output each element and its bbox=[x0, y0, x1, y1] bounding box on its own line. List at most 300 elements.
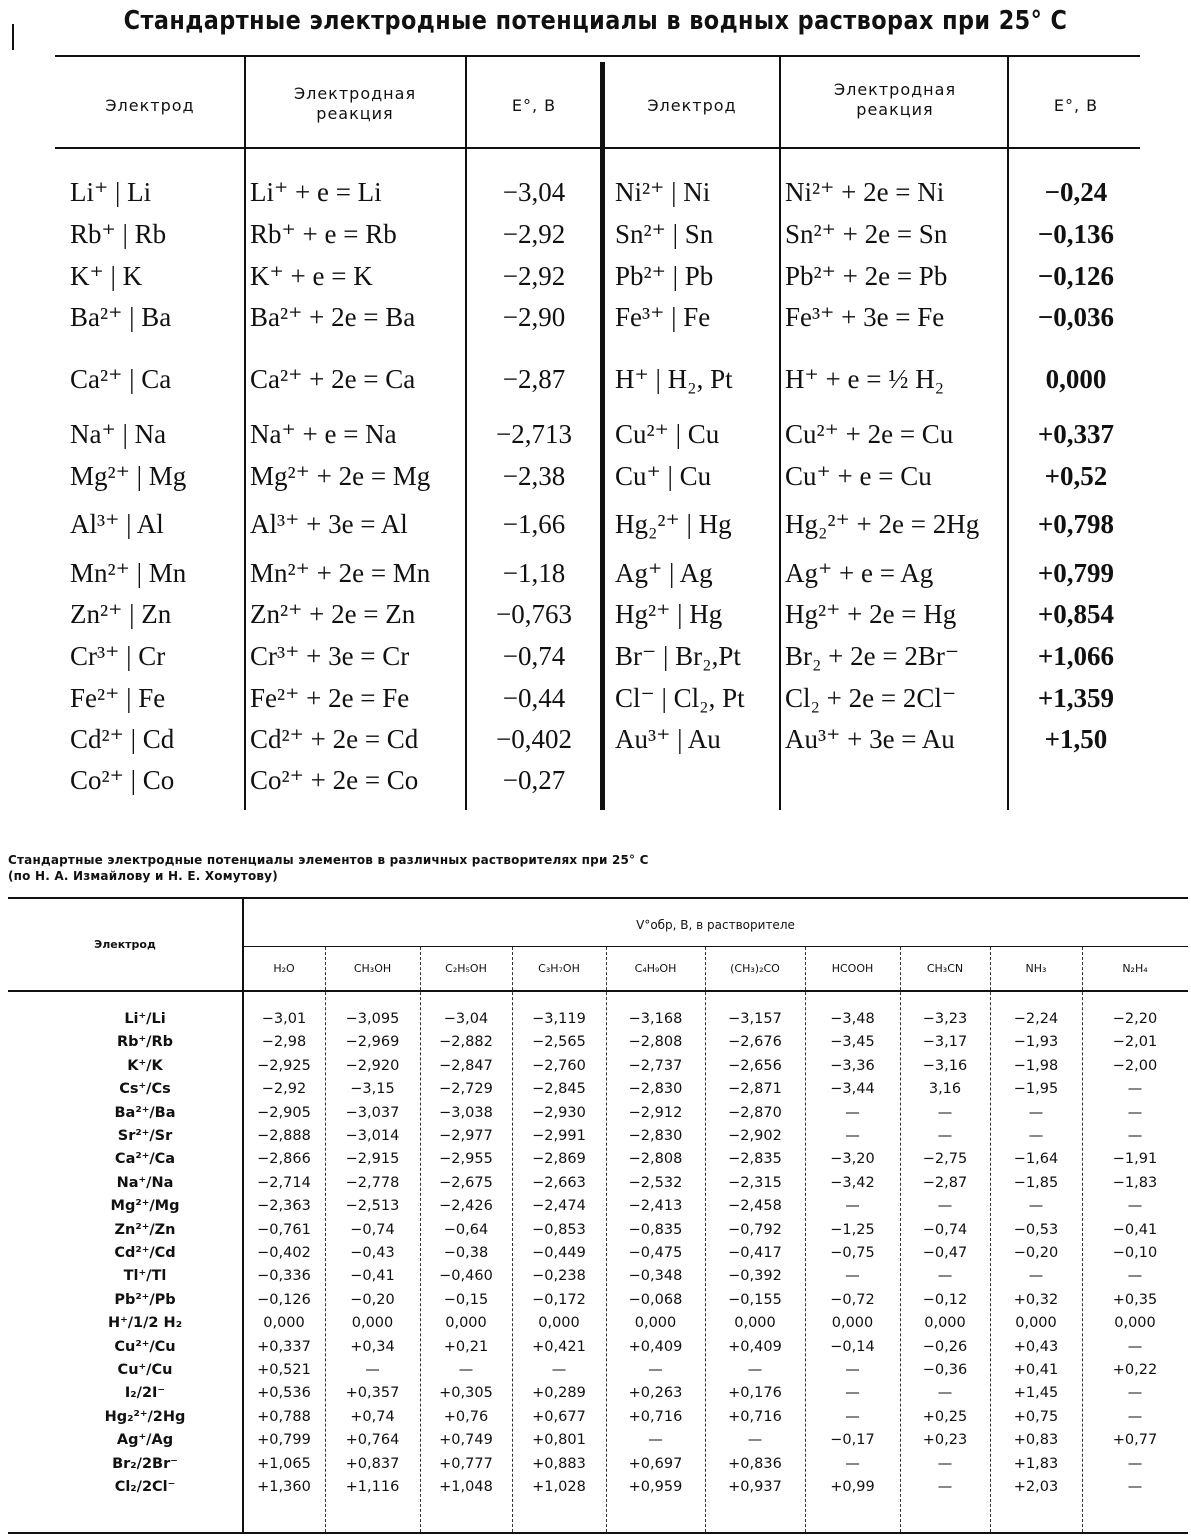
electrode-cell: Hg²⁺ | Hg bbox=[615, 599, 723, 629]
table2-electrode-cell: Cl₂/2Cl⁻ bbox=[114, 1479, 176, 1495]
potential-cell: −0,763 bbox=[496, 599, 572, 629]
table2-value-cell: −0,172 bbox=[532, 1292, 586, 1308]
electrode-cell: Al³⁺ | Al bbox=[70, 509, 164, 539]
table2-value-cell: +0,76 bbox=[443, 1409, 489, 1425]
table2-value-cell: −3,04 bbox=[443, 1011, 489, 1027]
solvent-header: C₂H₅OH bbox=[445, 962, 487, 975]
potential-cell: −0,74 bbox=[502, 641, 566, 671]
table2-value-cell: +1,83 bbox=[1013, 1456, 1059, 1472]
table2-value-cell: — bbox=[845, 1362, 860, 1378]
table2-value-cell: −2,871 bbox=[728, 1081, 782, 1097]
table2-value-cell: +0,959 bbox=[628, 1479, 683, 1495]
table2-electrode-cell: Mg²⁺/Mg bbox=[110, 1198, 180, 1214]
table2-value-cell: −0,348 bbox=[628, 1268, 683, 1284]
reaction-cell: Mg²⁺ + 2e = Mg bbox=[250, 461, 431, 491]
table2-value-cell: +0,77 bbox=[1112, 1432, 1158, 1448]
reaction-cell: Zn²⁺ + 2e = Zn bbox=[250, 599, 416, 629]
electrode-cell: Ba²⁺ | Ba bbox=[70, 302, 172, 332]
header-e: E°, В bbox=[1053, 96, 1099, 115]
table2-value-cell: +0,836 bbox=[728, 1456, 782, 1472]
table2-top-rule bbox=[8, 897, 1188, 899]
table2-value-cell: −3,15 bbox=[350, 1081, 395, 1097]
table2-value-cell: +0,777 bbox=[439, 1456, 493, 1472]
table2-value-cell: — bbox=[845, 1268, 860, 1284]
table2-value-cell: — bbox=[1028, 1198, 1044, 1214]
table2-value-cell: −0,17 bbox=[830, 1432, 875, 1448]
table2-value-cell: −2,532 bbox=[628, 1175, 683, 1191]
table2-value-cell: +0,21 bbox=[443, 1339, 489, 1355]
potential-cell: +1,359 bbox=[1037, 683, 1115, 713]
table2-electrode-cell: Br₂/2Br⁻ bbox=[112, 1456, 178, 1472]
table2-value-cell: — bbox=[365, 1362, 380, 1378]
table2-value-cell: 0,000 bbox=[1114, 1315, 1156, 1331]
potential-cell: −1,66 bbox=[502, 509, 566, 539]
table2-value-cell: 0,000 bbox=[831, 1315, 874, 1331]
table2-value-cell: +0,409 bbox=[728, 1339, 782, 1355]
table2-value-cell: 0,000 bbox=[445, 1315, 487, 1331]
table2-value-cell: +0,289 bbox=[532, 1385, 586, 1401]
table2-value-cell: +0,23 bbox=[922, 1432, 968, 1448]
table2-value-cell: −2,87 bbox=[922, 1175, 968, 1191]
table2-value-cell: +2,03 bbox=[1013, 1479, 1059, 1495]
reaction-cell: Ba²⁺ + 2e = Ba bbox=[250, 302, 416, 332]
table2-value-cell: — bbox=[937, 1198, 953, 1214]
table2-value-cell: −2,24 bbox=[1013, 1011, 1059, 1027]
electrode-cell: Ag⁺ | Ag bbox=[615, 558, 713, 588]
electrode-cell: Ca²⁺ | Ca bbox=[70, 364, 172, 394]
solvent-header: CH₃OH bbox=[353, 962, 392, 975]
table2-value-cell: −2,760 bbox=[532, 1058, 586, 1074]
table2-bottom-rule bbox=[8, 1532, 1188, 1534]
table2-value-cell: +0,421 bbox=[532, 1339, 586, 1355]
table2-value-cell: −2,675 bbox=[439, 1175, 493, 1191]
reaction-cell: Fe³⁺ + 3e = Fe bbox=[785, 302, 945, 332]
table2-electrode-cell: Ba²⁺/Ba bbox=[114, 1105, 176, 1121]
table2-electrode-cell: Zn²⁺/Zn bbox=[114, 1222, 176, 1238]
electrode-cell: Cl⁻ | Cl₂, Pt bbox=[615, 683, 745, 713]
potential-cell: −0,036 bbox=[1037, 302, 1115, 332]
table2-value-cell: −2,912 bbox=[628, 1105, 683, 1121]
table2-value-cell: −0,238 bbox=[532, 1268, 586, 1284]
table2-value-cell: −2,98 bbox=[261, 1034, 307, 1050]
table2-value-cell: −2,830 bbox=[628, 1081, 683, 1097]
reaction-cell: Au³⁺ + 3e = Au bbox=[785, 724, 955, 754]
table2-value-cell: −2,869 bbox=[532, 1151, 586, 1167]
table2-value-cell: −3,20 bbox=[830, 1151, 875, 1167]
potential-cell: −2,92 bbox=[502, 219, 566, 249]
table2-value-cell: −1,98 bbox=[1013, 1058, 1059, 1074]
electrode-cell: Fe³⁺ | Fe bbox=[615, 302, 711, 332]
table2-value-cell: −2,870 bbox=[728, 1105, 782, 1121]
table2-value-cell: −1,91 bbox=[1112, 1151, 1158, 1167]
table1-title: Стандартные электродные потенциалы в водных растворах при 25° С bbox=[123, 6, 1068, 36]
table2-value-cell: +0,25 bbox=[922, 1409, 968, 1425]
table2-value-cell: −0,068 bbox=[628, 1292, 683, 1308]
table2-value-cell: — bbox=[845, 1128, 860, 1144]
table2-value-cell: −1,25 bbox=[830, 1222, 875, 1238]
table2-value-cell: 0,000 bbox=[924, 1315, 966, 1331]
table2-value-cell: — bbox=[937, 1385, 953, 1401]
table2-value-cell: −0,41 bbox=[1112, 1222, 1158, 1238]
table2-value-cell: −3,119 bbox=[532, 1011, 586, 1027]
electrode-cell: Cd²⁺ | Cd bbox=[70, 724, 175, 754]
electrode-cell: Cr³⁺ | Cr bbox=[70, 641, 166, 671]
table2-value-cell: −1,95 bbox=[1013, 1081, 1059, 1097]
table2-value-cell: −2,20 bbox=[1112, 1011, 1158, 1027]
solvent-header: C₃H₇OH bbox=[538, 962, 580, 975]
electrode-cell: Rb⁺ | Rb bbox=[70, 219, 167, 249]
table2-electrode-cell: Ca²⁺/Ca bbox=[114, 1151, 176, 1167]
table2-value-cell: +0,788 bbox=[257, 1409, 311, 1425]
table2-value-cell: −0,761 bbox=[257, 1222, 311, 1238]
table2-value-cell: −0,336 bbox=[257, 1268, 311, 1284]
table2-value-cell: −2,969 bbox=[345, 1034, 400, 1050]
table2-value-cell: — bbox=[845, 1105, 860, 1121]
table2-value-cell: 0,000 bbox=[1015, 1315, 1057, 1331]
table2-value-cell: −2,991 bbox=[532, 1128, 586, 1144]
potential-cell: −3,04 bbox=[502, 177, 566, 207]
table2-value-cell: +0,99 bbox=[830, 1479, 875, 1495]
solvent-header: N₂H₄ bbox=[1122, 962, 1148, 975]
table1-header-rule bbox=[55, 147, 1140, 149]
table1-divider bbox=[465, 57, 467, 810]
table2-value-cell: −1,64 bbox=[1013, 1151, 1059, 1167]
table2-value-cell: — bbox=[845, 1198, 860, 1214]
table2-value-cell: −0,74 bbox=[922, 1222, 968, 1238]
table2-electrode-cell: Pb²⁺/Pb bbox=[114, 1292, 176, 1308]
solvent-header: HCOOH bbox=[831, 962, 874, 975]
table2-value-cell: −2,778 bbox=[345, 1175, 400, 1191]
header-electrode: Электрод bbox=[647, 96, 737, 115]
table2-electrode-cell: Na⁺/Na bbox=[116, 1175, 174, 1191]
table2-electrode-cell: I₂/2I⁻ bbox=[124, 1385, 166, 1401]
potential-cell: −2,713 bbox=[496, 419, 572, 449]
table2-value-cell: — bbox=[747, 1432, 763, 1448]
table2-header-rule bbox=[8, 990, 1188, 992]
table2-value-cell: −2,75 bbox=[922, 1151, 968, 1167]
potential-cell: −2,38 bbox=[502, 461, 566, 491]
table2-electrode-header: Электрод bbox=[94, 938, 156, 951]
table2-electrode-cell: Cs⁺/Cs bbox=[119, 1081, 171, 1097]
table2-value-cell: −1,85 bbox=[1013, 1175, 1059, 1191]
table2-title: Стандартные электродные потенциалы элементов в различных растворителях при 25° С (по Н. А. Измайлову и Н. Е. Хомутову) bbox=[8, 853, 649, 883]
table2-value-cell: −2,830 bbox=[628, 1128, 683, 1144]
table2-value-cell: −0,460 bbox=[439, 1268, 493, 1284]
table2-value-cell: −3,36 bbox=[830, 1058, 875, 1074]
potential-cell: −0,27 bbox=[502, 765, 566, 795]
table2-value-cell: +0,43 bbox=[1013, 1339, 1059, 1355]
reaction-cell: Na⁺ + e = Na bbox=[250, 419, 397, 449]
table2-value-cell: — bbox=[1127, 1081, 1143, 1097]
reaction-cell: Cr³⁺ + 3e = Cr bbox=[250, 641, 410, 671]
table2-value-cell: +1,048 bbox=[439, 1479, 493, 1495]
potential-cell: −2,90 bbox=[502, 302, 566, 332]
table2-value-cell: +0,74 bbox=[350, 1409, 395, 1425]
electrode-cell: Pb²⁺ | Pb bbox=[615, 261, 714, 291]
table2-value-cell: −2,513 bbox=[345, 1198, 400, 1214]
table2-value-cell: — bbox=[648, 1432, 663, 1448]
table2-value-cell: — bbox=[1127, 1128, 1143, 1144]
table2-value-cell: −3,095 bbox=[345, 1011, 400, 1027]
table2-value-cell: +0,801 bbox=[532, 1432, 586, 1448]
electrode-cell: K⁺ | K bbox=[70, 261, 143, 291]
potential-cell: +1,50 bbox=[1044, 724, 1108, 754]
reaction-cell: Ag⁺ + e = Ag bbox=[785, 558, 934, 588]
table2-value-cell: 0,000 bbox=[634, 1315, 677, 1331]
electrode-cell: Fe²⁺ | Fe bbox=[70, 683, 166, 713]
electrode-cell: Mn²⁺ | Mn bbox=[70, 558, 187, 588]
table2-value-cell: −1,83 bbox=[1112, 1175, 1158, 1191]
table2-value-cell: −2,925 bbox=[257, 1058, 311, 1074]
potential-cell: +0,52 bbox=[1044, 461, 1108, 491]
table2-value-cell: — bbox=[1127, 1385, 1143, 1401]
potential-cell: −0,24 bbox=[1044, 177, 1108, 207]
table2-value-cell: −3,42 bbox=[830, 1175, 875, 1191]
table2-value-cell: 3,16 bbox=[928, 1081, 962, 1097]
table2-value-cell: −2,363 bbox=[257, 1198, 311, 1214]
table2-value-cell: −3,168 bbox=[628, 1011, 683, 1027]
electrode-cell: Na⁺ | Na bbox=[70, 419, 167, 449]
table2-value-cell: −1,93 bbox=[1013, 1034, 1059, 1050]
table2-value-cell: −3,45 bbox=[830, 1034, 875, 1050]
potential-cell: +1,066 bbox=[1037, 641, 1115, 671]
table2-value-cell: −2,888 bbox=[257, 1128, 311, 1144]
table2-electrode-cell: Sr²⁺/Sr bbox=[117, 1128, 173, 1144]
table2-value-cell: −0,417 bbox=[728, 1245, 782, 1261]
reaction-cell: Fe²⁺ + 2e = Fe bbox=[250, 683, 410, 713]
table2-value-cell: −0,75 bbox=[830, 1245, 875, 1261]
reaction-cell: Cu²⁺ + 2e = Cu bbox=[785, 419, 954, 449]
table2-electrode-cell: Cd²⁺/Cd bbox=[114, 1245, 176, 1261]
table2-value-cell: — bbox=[648, 1362, 663, 1378]
table2-value-cell: — bbox=[845, 1456, 860, 1472]
table2-value-cell: +0,41 bbox=[1013, 1362, 1059, 1378]
table2-value-cell: −2,808 bbox=[628, 1034, 683, 1050]
reaction-cell: Rb⁺ + e = Rb bbox=[250, 219, 397, 249]
table2-value-cell: −0,12 bbox=[922, 1292, 968, 1308]
table2-value-cell: −0,10 bbox=[1112, 1245, 1158, 1261]
electrode-cell: Cu²⁺ | Cu bbox=[615, 419, 720, 449]
table2-value-cell: +0,883 bbox=[532, 1456, 586, 1472]
table2-value-cell: 0,000 bbox=[734, 1315, 776, 1331]
table2-value-cell: −3,01 bbox=[261, 1011, 307, 1027]
margin-mark bbox=[12, 24, 14, 50]
electrode-cell: Br⁻ | Br₂,Pt bbox=[615, 641, 741, 671]
table2-value-cell: — bbox=[937, 1456, 953, 1472]
table2-value-cell: −2,808 bbox=[628, 1151, 683, 1167]
table2-value-cell: −0,392 bbox=[728, 1268, 782, 1284]
electrode-cell: Co²⁺ | Co bbox=[70, 765, 175, 795]
electrode-cell: Li⁺ | Li bbox=[70, 177, 152, 207]
table2-value-cell: −3,48 bbox=[830, 1011, 875, 1027]
table2-value-cell: — bbox=[747, 1362, 763, 1378]
table2-value-cell: +0,22 bbox=[1112, 1362, 1158, 1378]
table2-value-cell: −2,656 bbox=[728, 1058, 782, 1074]
table2-electrode-cell: K⁺/K bbox=[127, 1058, 163, 1074]
table2-value-cell: −0,853 bbox=[532, 1222, 586, 1238]
reaction-cell: Mn²⁺ + 2e = Mn bbox=[250, 558, 431, 588]
header-e: E°, В bbox=[511, 96, 557, 115]
reaction-cell: Cu⁺ + e = Cu bbox=[785, 461, 932, 491]
table1-center-divider bbox=[600, 62, 605, 810]
table2-value-cell: −2,474 bbox=[532, 1198, 586, 1214]
table1-divider bbox=[779, 57, 781, 810]
table2-value-cell: +1,065 bbox=[257, 1456, 311, 1472]
reaction-cell: Cl₂ + 2e = 2Cl⁻ bbox=[785, 683, 957, 713]
table1-top-rule bbox=[55, 55, 1140, 57]
potential-cell: −0,126 bbox=[1037, 261, 1115, 291]
table2-value-cell: −2,915 bbox=[345, 1151, 400, 1167]
table2-value-cell: +0,837 bbox=[345, 1456, 400, 1472]
table2-electrode-cell: Cu²⁺/Cu bbox=[114, 1339, 176, 1355]
table2-value-cell: −2,663 bbox=[532, 1175, 586, 1191]
table2-value-cell: — bbox=[937, 1268, 953, 1284]
reaction-cell: Pb²⁺ + 2e = Pb bbox=[785, 261, 948, 291]
table2-value-cell: — bbox=[1127, 1456, 1143, 1472]
table2-value-cell: −2,413 bbox=[628, 1198, 683, 1214]
table2-value-cell: — bbox=[937, 1105, 953, 1121]
table2-value-cell: −0,26 bbox=[922, 1339, 968, 1355]
header-reaction: Электродная реакция bbox=[293, 84, 417, 123]
table2-value-cell: +0,83 bbox=[1013, 1432, 1059, 1448]
potential-cell: 0,000 bbox=[1045, 364, 1107, 394]
table2-value-cell: −2,315 bbox=[728, 1175, 782, 1191]
table2-value-cell: −2,835 bbox=[728, 1151, 782, 1167]
table2-value-cell: −0,38 bbox=[443, 1245, 489, 1261]
electrode-cell: Mg²⁺ | Mg bbox=[70, 461, 187, 491]
potential-cell: −0,402 bbox=[496, 724, 572, 754]
table2-value-cell: −2,847 bbox=[439, 1058, 493, 1074]
table2-value-cell: +1,45 bbox=[1013, 1385, 1059, 1401]
table2-value-cell: +0,337 bbox=[257, 1339, 311, 1355]
reaction-cell: Ni²⁺ + 2e = Ni bbox=[785, 177, 945, 207]
table2-value-cell: +0,32 bbox=[1013, 1292, 1059, 1308]
table2-value-cell: +0,35 bbox=[1112, 1292, 1158, 1308]
table2-value-cell: — bbox=[1127, 1339, 1143, 1355]
table2-value-cell: −2,714 bbox=[257, 1175, 311, 1191]
table2-value-cell: +0,305 bbox=[439, 1385, 493, 1401]
table2-group-rule bbox=[243, 946, 1188, 947]
table2-value-cell: +0,34 bbox=[350, 1339, 395, 1355]
reaction-cell: Sn²⁺ + 2e = Sn bbox=[785, 219, 948, 249]
table2-value-cell: — bbox=[1028, 1105, 1044, 1121]
table2-value-cell: +0,764 bbox=[345, 1432, 400, 1448]
table2-value-cell: −0,835 bbox=[628, 1222, 683, 1238]
table2-value-cell: — bbox=[1127, 1105, 1143, 1121]
reaction-cell: Hg²⁺ + 2e = Hg bbox=[785, 599, 957, 629]
table2-value-cell: +1,360 bbox=[257, 1479, 311, 1495]
electrode-cell: Sn²⁺ | Sn bbox=[615, 219, 714, 249]
potential-cell: −2,92 bbox=[502, 261, 566, 291]
table2-value-cell: −2,845 bbox=[532, 1081, 586, 1097]
table2-value-cell: +0,75 bbox=[1013, 1409, 1059, 1425]
electrode-cell: Hg₂²⁺ | Hg bbox=[615, 509, 732, 539]
solvent-header: CH₃CN bbox=[926, 962, 964, 975]
reaction-cell: Al³⁺ + 3e = Al bbox=[250, 509, 408, 539]
table2-value-cell: −3,157 bbox=[728, 1011, 782, 1027]
table2-value-cell: — bbox=[1127, 1409, 1143, 1425]
reaction-cell: K⁺ + e = K bbox=[250, 261, 373, 291]
table2-value-cell: −2,458 bbox=[728, 1198, 782, 1214]
reaction-cell: Co²⁺ + 2e = Co bbox=[250, 765, 419, 795]
table2-value-cell: +0,536 bbox=[257, 1385, 311, 1401]
table2-value-cell: −0,155 bbox=[728, 1292, 782, 1308]
electrode-cell: Ni²⁺ | Ni bbox=[615, 177, 711, 207]
table2-value-cell: −3,014 bbox=[345, 1128, 400, 1144]
table2-value-cell: — bbox=[845, 1409, 860, 1425]
table2-value-cell: −0,15 bbox=[443, 1292, 489, 1308]
table2-value-cell: −2,920 bbox=[345, 1058, 400, 1074]
table2-value-cell: −0,53 bbox=[1013, 1222, 1059, 1238]
potential-cell: −1,18 bbox=[502, 558, 566, 588]
table2-value-cell: — bbox=[1127, 1479, 1143, 1495]
table2-value-cell: — bbox=[1028, 1268, 1044, 1284]
table2-value-cell: +0,716 bbox=[728, 1409, 782, 1425]
table2-value-cell: −0,41 bbox=[350, 1268, 395, 1284]
potential-cell: +0,337 bbox=[1037, 419, 1115, 449]
table2-value-cell: −2,565 bbox=[532, 1034, 586, 1050]
table2-value-cell: −2,729 bbox=[439, 1081, 493, 1097]
table2-value-cell: −0,72 bbox=[830, 1292, 875, 1308]
header-reaction: Электродная реакция bbox=[833, 80, 957, 119]
potential-cell: −2,87 bbox=[502, 364, 566, 394]
potential-cell: +0,799 bbox=[1037, 558, 1115, 588]
table2-value-cell: −0,43 bbox=[350, 1245, 395, 1261]
solvent-header: (CH₃)₂CO bbox=[730, 962, 780, 975]
table2-value-cell: −3,038 bbox=[439, 1105, 493, 1121]
table2-electrode-cell: Li⁺/Li bbox=[124, 1011, 166, 1027]
reaction-cell: H⁺ + e = ½ H₂ bbox=[785, 364, 945, 394]
table2-value-cell: — bbox=[937, 1128, 953, 1144]
table2-electrode-cell: Hg₂²⁺/2Hg bbox=[104, 1409, 186, 1425]
table2-value-cell: +0,937 bbox=[728, 1479, 782, 1495]
table2-electrode-cell: Rb⁺/Rb bbox=[116, 1034, 174, 1050]
table2-value-cell: — bbox=[551, 1362, 567, 1378]
table2-value-cell: +0,176 bbox=[728, 1385, 782, 1401]
table2-value-cell: −2,92 bbox=[261, 1081, 307, 1097]
table2-value-cell: −0,792 bbox=[728, 1222, 782, 1238]
table2-value-cell: −2,737 bbox=[628, 1058, 683, 1074]
table2-value-cell: — bbox=[845, 1385, 860, 1401]
table2-value-cell: −3,037 bbox=[345, 1105, 400, 1121]
solvent-header: NH₃ bbox=[1025, 962, 1047, 975]
solvent-header: C₄H₉OH bbox=[634, 962, 677, 975]
table2-value-cell: −2,905 bbox=[257, 1105, 311, 1121]
table2-value-cell: −2,977 bbox=[439, 1128, 493, 1144]
table2-value-cell: — bbox=[1127, 1198, 1143, 1214]
reaction-cell: Br₂ + 2e = 2Br⁻ bbox=[785, 641, 960, 671]
table1-divider bbox=[1007, 57, 1009, 810]
table2-electrode-cell: H⁺/1/2 H₂ bbox=[107, 1315, 183, 1331]
table2-value-cell: −2,01 bbox=[1112, 1034, 1158, 1050]
reaction-cell: Hg₂²⁺ + 2e = 2Hg bbox=[785, 509, 980, 539]
header-electrode: Электрод bbox=[105, 96, 195, 115]
table2-value-cell: −2,00 bbox=[1112, 1058, 1158, 1074]
table2-value-cell: — bbox=[1028, 1128, 1044, 1144]
table2-value-cell: −3,44 bbox=[830, 1081, 875, 1097]
table2-value-cell: — bbox=[1127, 1268, 1143, 1284]
table2-value-cell: −0,449 bbox=[532, 1245, 586, 1261]
potential-cell: −0,136 bbox=[1037, 219, 1115, 249]
table2-group-header: V°обр, В, в растворителе bbox=[636, 918, 795, 932]
table2-value-cell: 0,000 bbox=[263, 1315, 305, 1331]
table2-value-cell: −2,882 bbox=[439, 1034, 493, 1050]
table2-value-cell: −2,676 bbox=[728, 1034, 782, 1050]
table2-value-cell: +0,357 bbox=[345, 1385, 400, 1401]
potential-cell: +0,798 bbox=[1037, 509, 1115, 539]
table2-value-cell: −2,866 bbox=[257, 1151, 311, 1167]
table2-value-cell: +0,521 bbox=[257, 1362, 311, 1378]
